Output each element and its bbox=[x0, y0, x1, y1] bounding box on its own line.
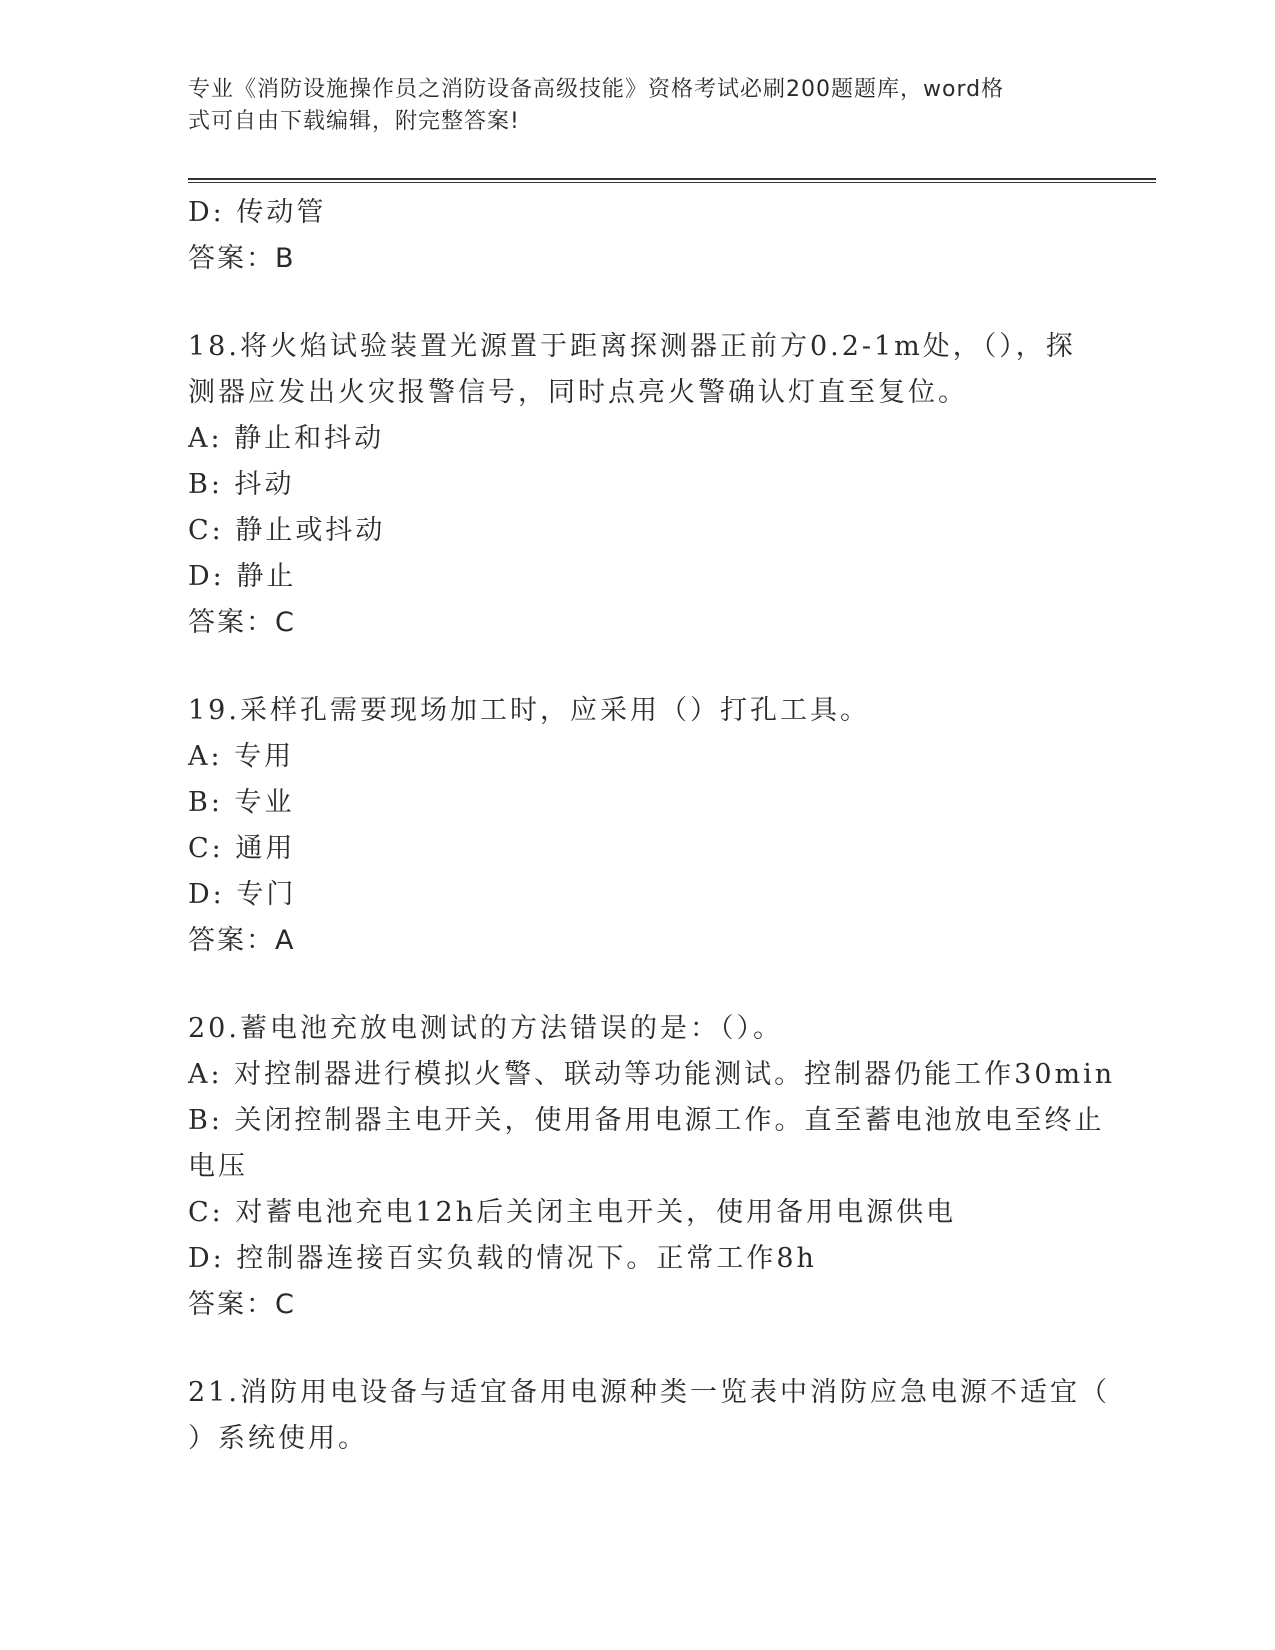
option-a: A: 专用 bbox=[188, 741, 295, 772]
answer-line: 答案：C bbox=[188, 607, 296, 638]
question-spacer bbox=[188, 964, 1088, 1006]
question-18 bbox=[188, 324, 1088, 646]
question-spacer bbox=[188, 646, 1088, 688]
answer-line: 答案：C bbox=[188, 1289, 296, 1320]
question-stem-line: 19.采样孔需要现场加工时，应采用（）打孔工具。 bbox=[188, 695, 870, 726]
option-a: A: 对控制器进行模拟火警、联动等功能测试。控制器仍能工作30min bbox=[188, 1059, 1116, 1090]
option-c: C: 对蓄电池充电12h后关闭主电开关，使用备用电源供电 bbox=[188, 1197, 957, 1228]
question-stem-line: 18.将火焰试验装置光源置于距离探测器正前方0.2-1m处，（），探 bbox=[188, 331, 1076, 362]
option-d: D: 传动管 bbox=[188, 197, 327, 228]
question-stem-line: 21.消防用电设备与适宜备用电源种类一览表中消防应急电源不适宜（ bbox=[188, 1377, 1110, 1408]
question-stem-line: ）系统使用。 bbox=[188, 1423, 368, 1454]
option-d: D: 专门 bbox=[188, 879, 297, 910]
question-spacer bbox=[188, 282, 1088, 324]
option-b: B: 抖动 bbox=[188, 469, 295, 500]
question-stem-line: 测器应发出火灾报警信号，同时点亮火警确认灯直至复位。 bbox=[188, 377, 968, 408]
question-20 bbox=[188, 1006, 1116, 1328]
option-b: B: 专业 bbox=[188, 787, 295, 818]
header-line-2: 式可自由下载编辑，附完整答案! bbox=[188, 109, 520, 134]
question-list bbox=[188, 190, 1116, 1462]
question-stem-line: 20.蓄电池充放电测试的方法错误的是：（）。 bbox=[188, 1013, 783, 1044]
document-header bbox=[188, 74, 1068, 138]
answer-line: 答案：A bbox=[188, 925, 296, 956]
option-d: D: 静止 bbox=[188, 561, 297, 592]
header-line-1: 专业《消防设施操作员之消防设备高级技能》资格考试必刷200题题库，word格 bbox=[188, 77, 1005, 102]
option-d: D: 控制器连接百实负载的情况下。正常工作8h bbox=[188, 1243, 817, 1274]
option-c: C: 通用 bbox=[188, 833, 296, 864]
question-21 bbox=[188, 1370, 1110, 1462]
answer-line: 答案：B bbox=[188, 243, 296, 274]
option-b: B: 关闭控制器主电开关，使用备用电源工作。直至蓄电池放电至终止 bbox=[188, 1105, 1105, 1136]
question-19 bbox=[188, 688, 1088, 964]
option-b-continuation: 电压 bbox=[188, 1151, 248, 1182]
previous-question-tail bbox=[188, 190, 1088, 282]
header-divider bbox=[188, 178, 1156, 183]
question-spacer bbox=[188, 1328, 1088, 1370]
option-a: A: 静止和抖动 bbox=[188, 423, 385, 454]
option-c: C: 静止或抖动 bbox=[188, 515, 386, 546]
